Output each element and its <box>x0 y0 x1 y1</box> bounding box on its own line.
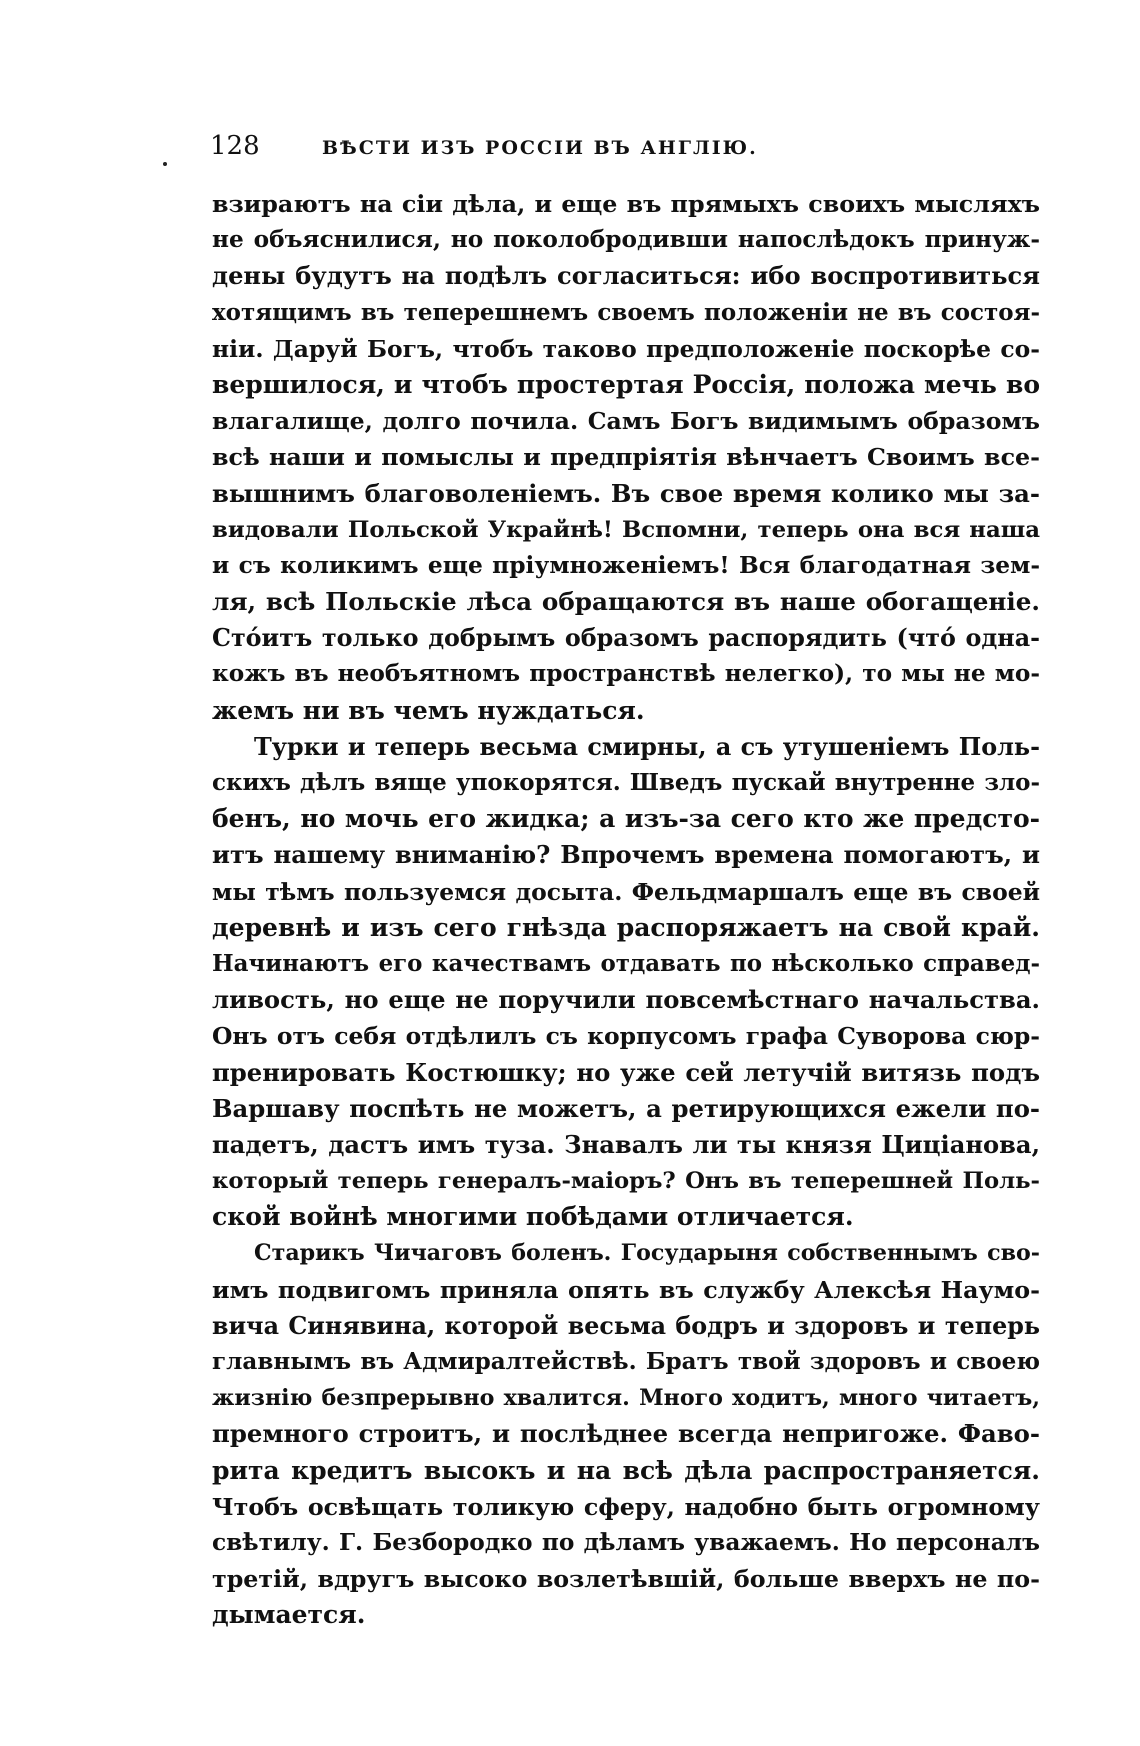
text-line: ля, всѣ Польскіе лѣса обращаются въ наше обогащеніе. <box>212 587 1040 617</box>
text-line: Онъ отъ себя отдѣлилъ съ корпусомъ графа Суворова сюр- <box>212 1022 1040 1051</box>
paragraph <box>212 186 1040 729</box>
text-line: ніи. Даруй Богъ, чтобъ таково предположеніе поскорѣе со- <box>212 334 1040 363</box>
text-line: вича Синявина, которой весьма бодръ и здоровъ и теперь <box>212 1311 1040 1340</box>
text-line: видовали Польской Украйнѣ! Вспомни, теперь она вся наша <box>212 516 1040 543</box>
text-line: скихъ дѣлъ вяще упокорятся. Шведъ пускай внутренне зло- <box>212 769 1040 796</box>
text-line: падетъ, дастъ имъ туза. Знавалъ ли ты князя Циціанова, <box>212 1129 1040 1159</box>
text-line: хотящимъ въ теперешнемъ своемъ положеніи не въ состоя- <box>212 298 1040 326</box>
running-head <box>210 128 830 164</box>
text-line: дены будутъ на подѣлъ согласиться: ибо воспротивиться <box>212 261 1040 291</box>
text-line: рита кредитъ высокъ и на всѣ дѣла распространяется. <box>212 1455 1040 1485</box>
text-line: жизнію безпрерывно хвалится. Много ходитъ, много читаетъ, <box>212 1385 1040 1412</box>
paragraph <box>212 729 1040 1236</box>
text-line: жемъ ни въ чемъ нуждаться. <box>212 695 645 725</box>
running-title: ВѢСТИ ИЗЪ РОССІИ ВЪ АНГЛІЮ. <box>322 137 758 159</box>
text-line: премного строитъ, и послѣднее всегда непригоже. Фаво- <box>212 1419 1040 1449</box>
text-line: вышнимъ благоволеніемъ. Въ свое время колико мы за- <box>212 478 1040 508</box>
text-line: Варшаву поспѣть не можетъ, а ретирующихся ежели по- <box>212 1093 1040 1123</box>
body-text <box>212 186 1040 1634</box>
text-line: имъ подвигомъ приняла опять въ службу Алексѣя Наумо- <box>212 1275 1040 1304</box>
text-line: итъ нашему вниманію? Впрочемъ времена помогаютъ, и <box>212 840 1040 870</box>
text-line: вершилося, и чтобъ простертая Россія, положа мечь во <box>212 369 1040 399</box>
text-line: который теперь генералъ-маіоръ? Онъ въ теперешней Поль- <box>212 1168 1040 1195</box>
text-line: влагалище, долго почила. Самъ Богъ видимымъ образомъ <box>212 407 1040 436</box>
text-line: дымается. <box>212 1600 366 1630</box>
text-line: бенъ, но мочь его жидка; а изъ-за сего кто же предсто- <box>212 804 1040 834</box>
text-line: кожъ въ необъятномъ пространствѣ нелегко), то мы не мо- <box>212 660 1040 688</box>
text-line: мы тѣмъ пользуемся досыта. Фельдмаршалъ еще въ своей <box>212 877 1040 906</box>
paragraph <box>212 1235 1040 1633</box>
text-line: не объяснилися, но поколобродивши напослѣдокъ принуж- <box>212 226 1040 254</box>
text-line: третій, вдругъ высоко возлетѣвшій, больше вверхъ не по- <box>212 1565 1040 1594</box>
text-line: деревнѣ и изъ сего гнѣзда распоряжаетъ на свой край. <box>212 912 1040 942</box>
text-line: Старикъ Чичаговъ боленъ. Государыня собственнымъ сво- <box>254 1240 1040 1267</box>
text-line: Турки и теперь весьма смирны, а съ утушеніемъ Поль- <box>254 732 1040 761</box>
text-line: пренировать Костюшку; но уже сей летучій витязь подъ <box>212 1057 1040 1087</box>
text-line: Стóитъ только добрымъ образомъ распорядить (чтó однa- <box>212 624 1040 653</box>
text-line: свѣтилу. Г. Безбородко по дѣламъ уважаемъ. Но персоналъ <box>212 1528 1040 1556</box>
text-line: ливость, но еще не поручили повсемѣстнаго начальства. <box>212 985 1040 1015</box>
text-line: и съ коликимъ еще пріумноженіемъ! Вся благодатная зем- <box>212 551 1040 579</box>
text-line: Чтобъ освѣщать толикую сферу, надобно быть огромному <box>212 1492 1040 1521</box>
text-line: взираютъ на сіи дѣла, и еще въ прямыхъ своихъ мысляхъ <box>212 190 1040 218</box>
text-line: главнымъ въ Адмиралтействѣ. Братъ твой здоровъ и своею <box>212 1348 1040 1375</box>
text-line: всѣ наши и помыслы и предпріятія вѣнчаетъ Своимъ все- <box>212 443 1040 472</box>
page-number: 128 <box>210 131 260 161</box>
print-speck <box>163 162 167 166</box>
text-line: Начинаютъ его качествамъ отдавать по нѣсколько справед- <box>212 949 1040 977</box>
text-line: ской войнѣ многими побѣдами отличается. <box>212 1202 854 1232</box>
